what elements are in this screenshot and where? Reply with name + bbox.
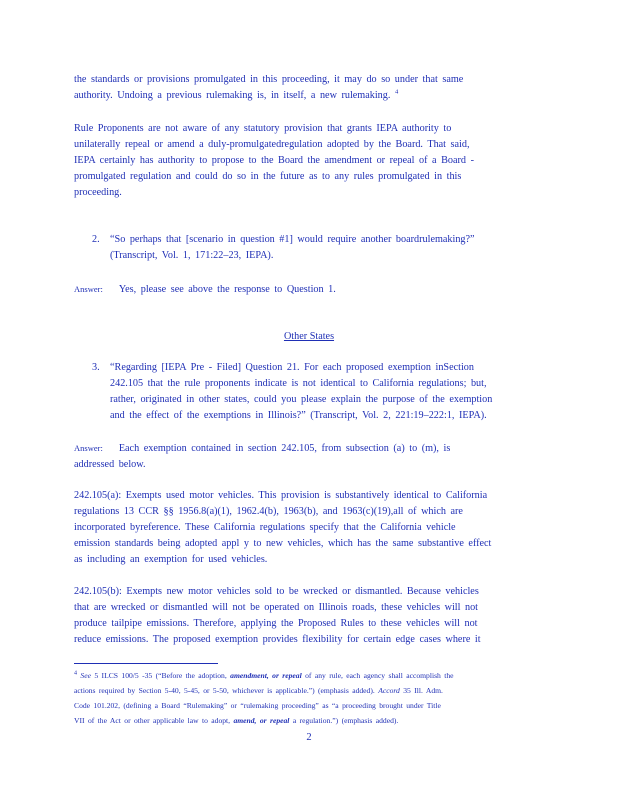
- footnote-line: Code 101.202, (defining a Board “Rulemaking” or “rulemaking proceeding” as “a proceeding brought under Title: [74, 701, 441, 710]
- answer-label: Answer:: [74, 443, 103, 453]
- paragraph-line: reduce emissions. The proposed exemption provides flexibility for certain edge cases where it: [74, 634, 481, 645]
- answer-text: Each exemption contained in section 242.105, from subsection (a) to (m), is: [118, 443, 451, 454]
- question-number: 3.: [92, 362, 100, 373]
- paragraph-line: emission standards being adopted appl y to new vehicles, which has the same substantive effect: [74, 538, 492, 549]
- footnote-marker: 4: [74, 670, 77, 677]
- authority-paragraph: [74, 121, 530, 201]
- paragraph-line: as including an exemption for used vehicles.: [74, 554, 268, 565]
- answer-2: [74, 281, 530, 298]
- footnote-reference[interactable]: 4: [394, 88, 399, 96]
- intro-line: the standards or provisions promulgated in this proceeding, it may do so under that same: [74, 74, 464, 85]
- paragraph-line: 242.105(a): Exempts used motor vehicles. This provision is substantively identical to California: [74, 490, 488, 501]
- paragraph-line: unilaterally repeal or amend a duly-promulgatedregulation adopted by the Board. That said,: [74, 139, 470, 150]
- paragraph-line: regulations 13 CCR §§ 1956.8(a)(1), 1962.4(b), 1963(b), and 1963(c)(19),all of which are: [74, 506, 463, 517]
- paragraph-line: produce tailpipe emissions. Therefore, applying the Proposed Rules to these vehicles will not: [74, 618, 478, 629]
- paragraph-line: that are wrecked or dismantled will not be operated on Illinois roads, these vehicles will not: [74, 602, 479, 613]
- question-line: “Regarding [IEPA Pre - Filed] Question 21. For each proposed exemption inSection: [110, 362, 474, 373]
- question-line: 242.105 that the rule proponents indicate is not identical to California regulations; but,: [110, 378, 487, 389]
- footnote: $^4$ See 5 ILCS 100/5 -35 (“Before the adoption, amendment, or repeal of any rule, each agency shall accomplish the actions required by Section 5-40, 5-45, or 5-50, whichever is applicable.”) (emphasis added). Accord 35 Ill. Adm. Code 101.202, (defining a Board “Rulemaking” or “rulemaking proceeding” as “a proceeding brought under Title VII of the Act or other applicable law to adopt, amend, or repeal a regulation.”) (emphasis added).: [74, 668, 530, 728]
- emphasis-text: amend, or repeal: [233, 716, 290, 725]
- question-number: 2.: [92, 234, 100, 245]
- section-heading: Other States: [283, 331, 335, 342]
- answer-label: Answer:: [74, 284, 103, 294]
- paragraph-line: IEPA certainly has authority to propose to the Board the amendment or repeal of a Board -: [74, 155, 474, 166]
- intro-line: authority. Undoing a previous rulemaking is, in itself, a new rulemaking. $^4$: [74, 88, 399, 101]
- paragraph-line: promulgated regulation and could do so in the future as to any rules promulgated in this: [74, 171, 462, 182]
- answer-3: [74, 440, 530, 473]
- question-line: (Transcript, Vol. 1, 171:22–23, IEPA).: [110, 250, 274, 261]
- paragraph-line: proceeding.: [74, 187, 122, 198]
- footnote-separator: [74, 663, 218, 664]
- section-242-105-b: [74, 584, 530, 648]
- emphasis-text: amendment, or repeal: [230, 671, 302, 680]
- answer-text: Yes, please see above the response to Question 1.: [118, 284, 336, 295]
- paragraph-line: Rule Proponents are not aware of any statutory provision that grants IEPA authority to: [74, 123, 452, 134]
- section-242-105-a: [74, 488, 530, 568]
- intro-paragraph: [74, 72, 530, 104]
- question-text: [110, 232, 528, 264]
- question-line: “So perhaps that [scenario in question #1] would require another boardrulemaking?”: [110, 234, 475, 245]
- answer-text: addressed below.: [74, 459, 146, 470]
- paragraph-line: incorporated byreference. These California regulations specify that the California vehicle: [74, 522, 456, 533]
- question-text: [110, 360, 528, 424]
- question-line: and the effect of the exemptions in Illinois?” (Transcript, Vol. 2, 221:19–222:1, IEPA).: [110, 410, 487, 421]
- question-line: rather, originated in other states, could you please explain the purpose of the exemption: [110, 394, 493, 405]
- paragraph-line: 242.105(b): Exempts new motor vehicles sold to be wrecked or dismantled. Because vehicles: [74, 586, 479, 597]
- page-number: 2: [306, 732, 312, 743]
